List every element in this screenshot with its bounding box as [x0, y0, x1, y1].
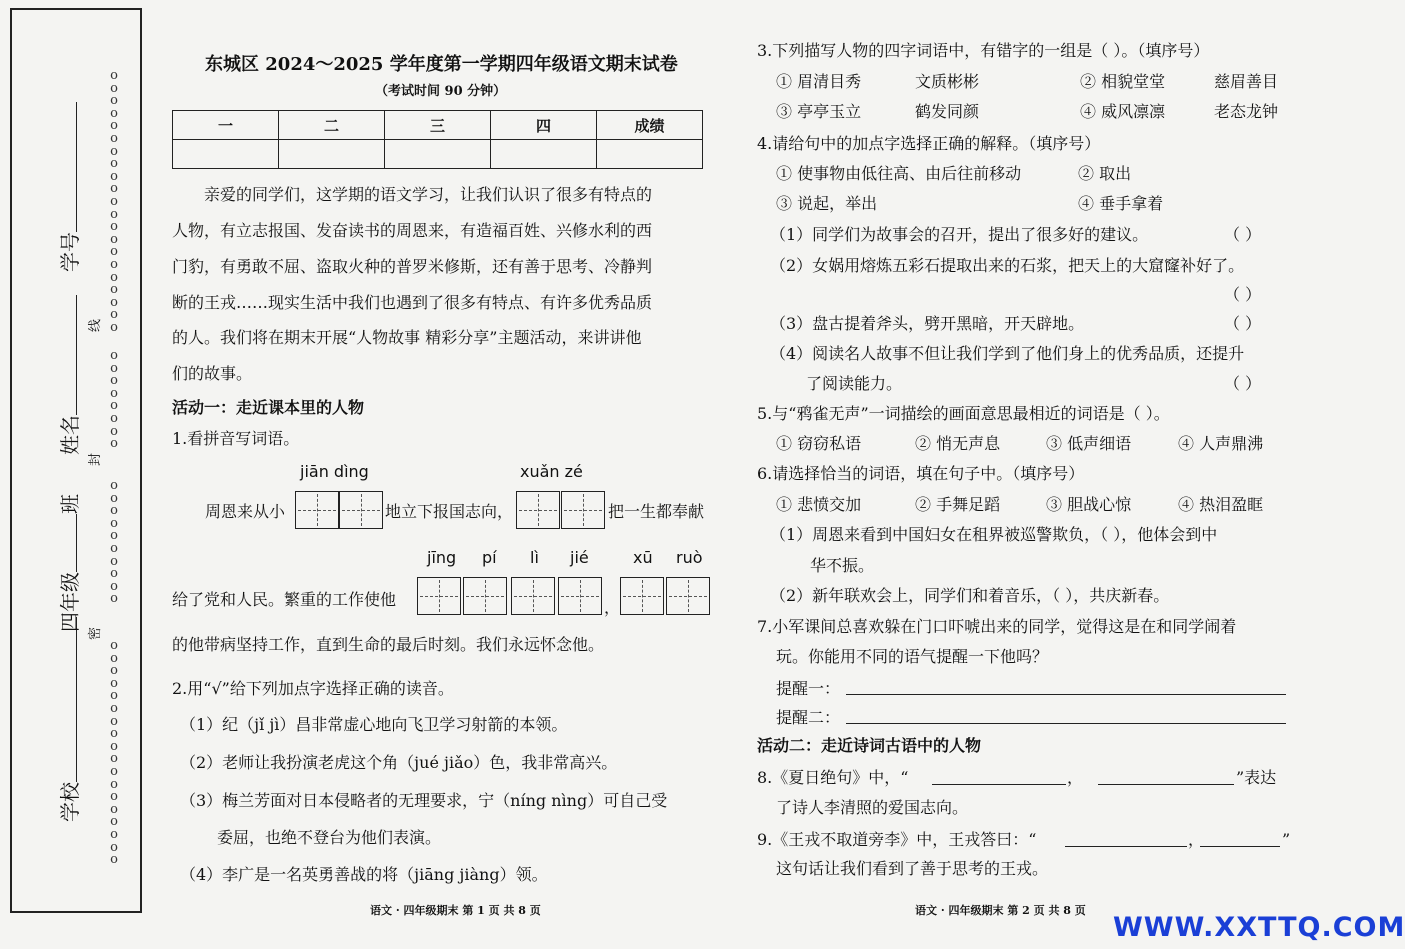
footer-left: 语文 · 四年级期末 第 1 页 共 8 页 [370, 904, 541, 917]
class-label: 班 [58, 494, 82, 514]
q2-item: （4）李广是一名英勇善战的将（jiāng jiàng）领。 [180, 865, 548, 884]
q4-meaning: ③ 说起，举出 [776, 194, 878, 213]
q6-title: 6.请选择恰当的词语，填在句子中。（填序号） [757, 464, 1085, 483]
answer-box[interactable] [463, 577, 507, 615]
q3-option: ① 眉清目秀 [776, 72, 862, 91]
q8-comma: ， [1067, 768, 1084, 787]
q4-item: （3）盘古提着斧头，劈开黑暗，开天辟地。 [770, 314, 1085, 333]
q5-option: ② 悄无声息 [915, 434, 1001, 453]
answer-box[interactable] [558, 577, 602, 615]
q2-item: （2）老师让我扮演老虎这个角（jué jiǎo）色，我非常高兴。 [180, 753, 618, 772]
q4-item: （2）女娲用熔炼五彩石提取出来的石浆，把天上的大窟窿补好了。 [770, 256, 1245, 275]
score-cell-1[interactable] [173, 140, 279, 169]
q4-answer-paren[interactable]: （ ） [1224, 374, 1262, 393]
seal-dots: oooooooooo [110, 478, 118, 607]
q4-item: （1）同学们为故事会的召开，提出了很多好的建议。 [770, 225, 1149, 244]
q9-comma: ， [1188, 830, 1205, 849]
q5-option: ④ 人声鼎沸 [1178, 434, 1264, 453]
name-field[interactable] [54, 295, 83, 455]
score-header-2: 二 [279, 111, 385, 140]
score-cell-2[interactable] [279, 140, 385, 169]
seal-char-feng: 封 [88, 452, 103, 466]
q3-option: ③ 亭亭玉立 [776, 102, 862, 121]
activity2-heading: 活动二：走近诗词古语中的人物 [757, 736, 982, 755]
grade-label: 四年级 [58, 572, 82, 632]
pinyin-xu: xū [633, 548, 653, 567]
q3-option-word: 文质彬彬 [915, 72, 980, 91]
answer-box[interactable] [561, 491, 605, 529]
q6-option: ① 悲愤交加 [776, 495, 862, 514]
reminder1-answer-line[interactable] [846, 694, 1286, 695]
q4-title: 4.请给句中的加点字选择正确的解释。（填序号） [757, 134, 1101, 153]
q4-meaning: ④ 垂手拿着 [1078, 194, 1164, 213]
score-cell-4[interactable] [491, 140, 597, 169]
q2-item: （1）纪（jǐ jì）昌非常虚心地向飞卫学习射箭的本领。 [180, 715, 568, 734]
pinyin-jianding: jiān dìng [300, 462, 369, 481]
q1-text: 周恩来从小 [205, 502, 286, 521]
q9-blank-1[interactable] [1065, 846, 1187, 847]
q8-cont: 了诗人李清照的爱国志向。 [776, 798, 969, 817]
school-label: 学校 [58, 782, 82, 822]
q4-item: （4）阅读名人故事不但让我们学到了他们身上的优秀品质，还提升 [770, 344, 1245, 363]
q6-option: ③ 胆战心惊 [1046, 495, 1132, 514]
q3-option-word: 老态龙钟 [1214, 102, 1279, 121]
exam-subtitle: （考试时间 90 分钟） [375, 84, 507, 99]
q6-option: ④ 热泪盈眶 [1178, 495, 1264, 514]
q1-separator: ， [604, 598, 621, 617]
q6-option: ② 手舞足蹈 [915, 495, 1001, 514]
q4-item: 了阅读能力。 [806, 374, 903, 393]
q5-option: ③ 低声细语 [1046, 434, 1132, 453]
q4-meaning: ② 取出 [1078, 164, 1132, 183]
q5-title: 5.与“鸦雀无声”一词描绘的画面意思最相近的词语是（ ）。 [757, 404, 1170, 423]
answer-box[interactable] [511, 577, 555, 615]
exam-title: 东城区 2024～2025 学年度第一学期四年级语文期末试卷 [205, 54, 678, 75]
intro-line: 人物，有立志报国、发奋读书的周恩来，有造福百姓、兴修水利的西 [172, 221, 653, 240]
q4-answer-paren[interactable]: （ ） [1224, 225, 1262, 244]
footer-right: 语文 · 四年级期末 第 2 页 共 8 页 [915, 904, 1086, 917]
reminder2-answer-line[interactable] [846, 723, 1286, 724]
q3-option-word: 鹤发同颜 [915, 102, 980, 121]
q9-cont: 这句话让我们看到了善于思考的王戎。 [776, 859, 1049, 878]
q4-answer-paren[interactable]: （ ） [1224, 285, 1262, 304]
answer-box[interactable] [666, 577, 710, 615]
score-header-3: 三 [385, 111, 491, 140]
q9-suffix: ” [1282, 830, 1291, 849]
q1-text: 地立下报国志向， [385, 502, 514, 521]
name-label: 姓名 [58, 415, 82, 455]
q9-prefix: 9.《王戎不取道旁李》中，王戎答曰：“ [757, 830, 1037, 849]
q1-title: 1.看拼音写词语。 [172, 429, 300, 448]
q2-title: 2.用“√”给下列加点字选择正确的读音。 [172, 679, 454, 698]
q1-text: 把一生都奉献 [608, 502, 705, 521]
q6-item: （1）周恩来看到中国妇女在租界被巡警欺负，（ ），他体会到中 [770, 525, 1218, 544]
q8-suffix: ”表达 [1236, 768, 1277, 787]
school-blank[interactable] [76, 617, 77, 782]
q2-item: （3）梅兰芳面对日本侵略者的无理要求，宁（níng nìng）可自己受 [180, 791, 668, 810]
intro-line: 亲爱的同学们，这学期的语文学习，让我们认识了很多有特点的 [204, 185, 653, 204]
q7-title: 7.小军课间总喜欢躲在门口吓唬出来的同学，觉得这是在和同学闹着 [757, 617, 1237, 636]
q3-option: ④ 威风凛凛 [1080, 102, 1166, 121]
score-cell-3[interactable] [385, 140, 491, 169]
pinyin-jing: jīng [427, 548, 457, 567]
score-cell-total[interactable] [597, 140, 703, 169]
q6-item: 华不振。 [810, 556, 875, 575]
student-id-blank[interactable] [76, 102, 77, 232]
activity1-heading: 活动一：走近课本里的人物 [172, 398, 365, 417]
score-table-input-row [173, 140, 703, 169]
seal-char-xian: 线 [88, 318, 103, 332]
q3-title: 3.下列描写人物的四字词语中，有错字的一组是（ ）。（填序号） [757, 41, 1210, 60]
score-header-1: 一 [173, 111, 279, 140]
answer-box[interactable] [516, 491, 560, 529]
intro-line: 门豹，有勇敢不屈、盗取火种的普罗米修斯，还有善于思考、冷静判 [172, 257, 653, 276]
answer-box[interactable] [620, 577, 664, 615]
q1-text: 的他带病坚持工作，直到生命的最后时刻。我们永远怀念他。 [172, 635, 605, 654]
score-table [172, 110, 703, 169]
student-id-label: 学号 [58, 232, 82, 272]
reminder2-label: 提醒二： [776, 708, 841, 727]
q3-option-word: 慈眉善目 [1214, 72, 1279, 91]
q8-blank-1[interactable] [932, 784, 1066, 785]
pinyin-jie: jié [570, 548, 589, 567]
seal-dots: oooooooo [110, 348, 118, 452]
pinyin-li: lì [530, 548, 539, 567]
class-blank[interactable] [76, 514, 77, 572]
intro-line: 断的王戎……现实生活中我们也遇到了很多有特点、有许多优秀品质 [172, 293, 653, 312]
q9-blank-2[interactable] [1200, 846, 1280, 847]
q8-blank-2[interactable] [1098, 784, 1234, 785]
score-header-total: 成绩 [597, 111, 703, 140]
name-blank[interactable] [76, 295, 77, 415]
score-table-header-row [173, 111, 703, 140]
reminder1-label: 提醒一： [776, 679, 841, 698]
class-field[interactable] [54, 494, 83, 632]
q8-prefix: 8.《夏日绝句》中，“ [757, 768, 909, 787]
q7-title: 玩。你能用不同的语气提醒一下他吗？ [776, 647, 1049, 666]
intro-line: 们的故事。 [172, 364, 253, 383]
site-watermark: WWW.XXTTQ.COM [1113, 912, 1405, 943]
seal-char-mi: 密 [88, 626, 103, 640]
seal-dots: ooooooooooooooooooooo [110, 68, 118, 335]
score-header-4: 四 [491, 111, 597, 140]
q6-item: （2）新年联欢会上，同学们和着音乐，（ ），共庆新春。 [770, 586, 1170, 605]
seal-dots: oooooooooooooooooo [110, 638, 118, 868]
binding-strip [10, 8, 142, 913]
pinyin-ruo: ruò [676, 548, 703, 567]
answer-box[interactable] [339, 491, 383, 529]
q5-option: ① 窃窃私语 [776, 434, 862, 453]
q4-meaning: ① 使事物由低往高、由后往前移动 [776, 164, 1022, 183]
student-id-field[interactable] [54, 102, 83, 272]
answer-box[interactable] [417, 577, 461, 615]
intro-line: 的人。我们将在期末开展“人物故事 精彩分享”主题活动，来讲讲他 [172, 328, 642, 347]
answer-box[interactable] [295, 491, 339, 529]
pinyin-xuanze: xuǎn zé [520, 462, 583, 481]
q3-option: ② 相貌堂堂 [1080, 72, 1166, 91]
q2-item: 委屈，也绝不登台为他们表演。 [217, 828, 442, 847]
pinyin-pi: pí [482, 548, 497, 567]
q4-answer-paren[interactable]: （ ） [1224, 314, 1262, 333]
q1-text: 给了党和人民。繁重的工作使他 [172, 590, 397, 609]
school-field[interactable] [54, 617, 83, 822]
